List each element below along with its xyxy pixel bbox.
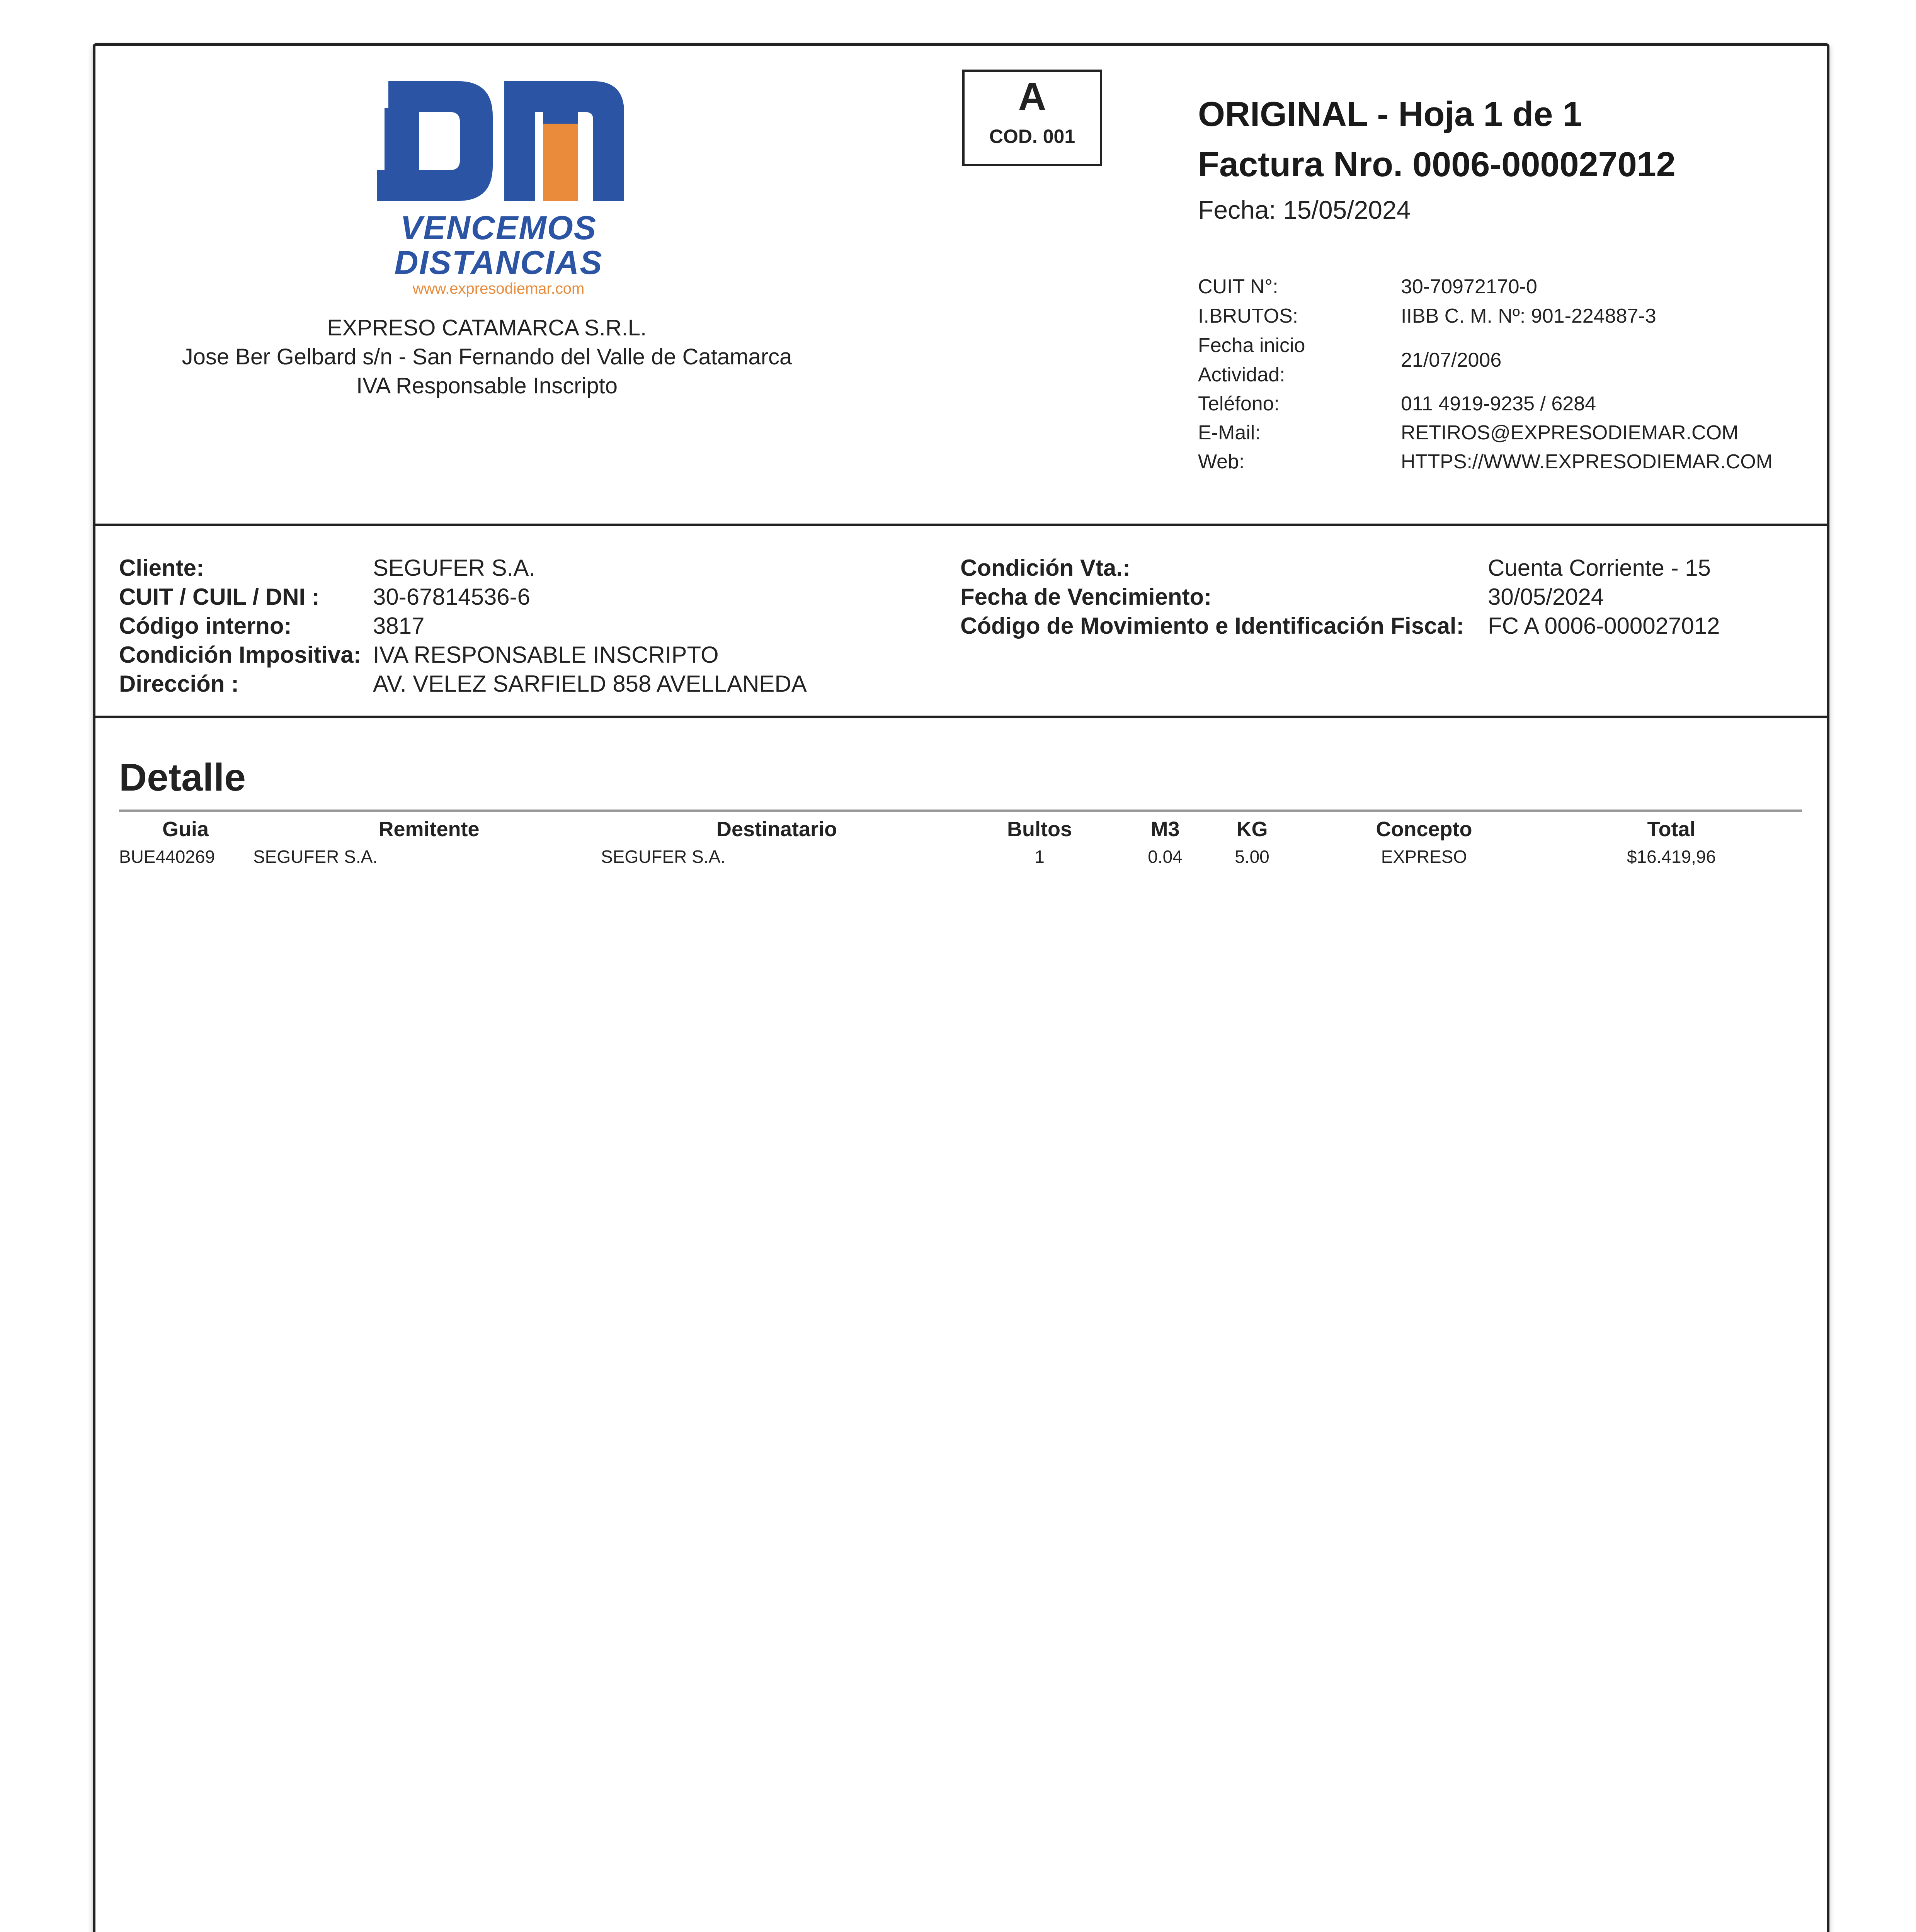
issuer-cuit-label: CUIT N°: (1198, 276, 1278, 298)
client-address-label: Dirección : (119, 671, 239, 697)
row-destinatario: SEGUFER S.A. (601, 847, 726, 867)
invoice-code: COD. 001 (989, 126, 1075, 147)
issuer-email[interactable]: RETIROS@EXPRESODIEMAR.COM (1401, 422, 1739, 444)
client-code: 3817 (373, 613, 425, 639)
issuer-cuit: 30-70972170-0 (1401, 276, 1537, 298)
issuer-web[interactable]: HTTPS://WWW.EXPRESODIEMAR.COM (1401, 451, 1773, 473)
client-name: SEGUFER S.A. (373, 555, 536, 581)
fiscal-code-label: Código de Movimiento e Identificación Fiscal: (960, 613, 1464, 639)
detail-title: Detalle (119, 756, 246, 799)
col-bultos: Bultos (1007, 818, 1072, 841)
col-guia: Guia (162, 818, 209, 841)
issuer-start-label-1: Fecha inicio (1198, 334, 1305, 357)
row-m3: 0.04 (1148, 847, 1183, 867)
due-date-label: Fecha de Vencimiento: (960, 584, 1212, 610)
client-cuit: 30-67814536-6 (373, 584, 531, 610)
issuer-phone-label: Teléfono: (1198, 393, 1280, 415)
row-remitente: SEGUFER S.A. (253, 847, 378, 867)
client-tax-label: Condición Impositiva: (119, 642, 361, 668)
invoice-date: Fecha: 15/05/2024 (1198, 196, 1411, 224)
issuer-start-label-2: Actividad: (1198, 364, 1285, 386)
header-divider (93, 524, 1829, 526)
col-remitente: Remitente (378, 818, 480, 841)
issuer-web-label: Web: (1198, 451, 1245, 473)
client-divider (93, 716, 1829, 718)
row-concepto: EXPRESO (1381, 847, 1467, 867)
client-cuit-label: CUIT / CUIL / DNI : (119, 584, 320, 610)
detail-header-rule (119, 810, 1802, 812)
row-guia: BUE440269 (119, 847, 215, 867)
client-code-label: Código interno: (119, 613, 292, 639)
fiscal-code: FC A 0006-000027012 (1488, 613, 1720, 639)
client-address: AV. VELEZ SARFIELD 858 AVELLANEDA (373, 671, 807, 697)
col-concepto: Concepto (1376, 818, 1472, 841)
issuer-phone: 011 4919-9235 / 6284 (1401, 393, 1596, 415)
logo-website: www.expresodiemar.com (412, 280, 585, 297)
col-total: Total (1647, 818, 1696, 841)
row-bultos: 1 (1035, 847, 1045, 867)
issuer-iibb: IIBB C. M. Nº: 901-224887-3 (1401, 305, 1656, 327)
company-address: Jose Ber Gelbard s/n - San Fernando del Valle de Catamarca (182, 344, 792, 369)
col-kg: KG (1236, 818, 1268, 841)
issuer-iibb-label: I.BRUTOS: (1198, 305, 1298, 327)
row-total: $16.419,96 (1627, 847, 1716, 867)
client-tax: IVA RESPONSABLE INSCRIPTO (373, 642, 719, 668)
company-name: EXPRESO CATAMARCA S.R.L. (327, 315, 647, 340)
row-kg: 5.00 (1235, 847, 1269, 867)
invoice-type-box (962, 70, 1102, 166)
due-date: 30/05/2024 (1488, 584, 1604, 610)
logo-tagline-2: DISTANCIAS (394, 244, 603, 281)
issuer-email-label: E-Mail: (1198, 422, 1261, 444)
col-destinatario: Destinatario (716, 818, 837, 841)
logo-tagline-1: VENCEMOS (400, 209, 597, 247)
invoice-number: Factura Nro. 0006-000027012 (1198, 145, 1676, 184)
client-label: Cliente: (119, 555, 204, 581)
sale-condition: Cuenta Corriente - 15 (1488, 555, 1711, 581)
copy-line: ORIGINAL - Hoja 1 de 1 (1198, 95, 1582, 134)
issuer-start-date: 21/07/2006 (1401, 349, 1502, 371)
company-logo (377, 81, 624, 201)
col-m3: M3 (1150, 818, 1180, 841)
company-tax-condition: IVA Responsable Inscripto (356, 373, 618, 398)
sale-condition-label: Condición Vta.: (960, 555, 1130, 581)
invoice-letter: A (1018, 75, 1046, 118)
